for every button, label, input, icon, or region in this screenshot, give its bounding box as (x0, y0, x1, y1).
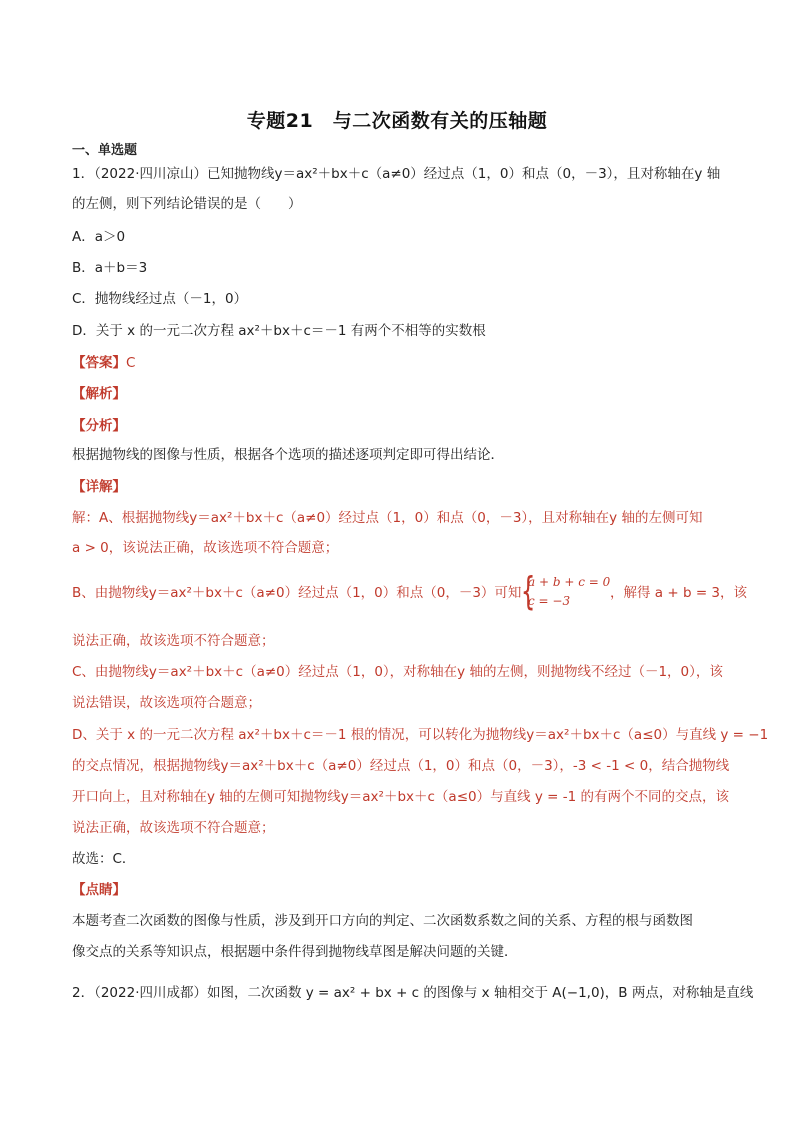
q2-stem-line1: 2．（2022·四川成都）如图，二次函数 y = ax² + bx + c 的图像与 x 轴相交于 A(−1,0)，B 两点，对称轴是直线 (72, 985, 754, 1001)
detail-c-line2: 说法错误，故该选项符合题意； (72, 695, 261, 711)
final-choice: 故选：C． (72, 851, 136, 867)
detail-a-line2: a > 0，该说法正确，故该选项不符合题意； (72, 540, 339, 556)
q1-option-b: B．a＋b＝3 (72, 260, 148, 276)
answer-row (72, 353, 732, 373)
analysis-label: 【解析】 (72, 386, 126, 402)
q1-stem-line1: 1．（2022·四川凉山）已知抛物线y＝ax²＋bx＋c（a≠0）经过点（1，0）和点（0，－3），且对称轴在y 轴 (72, 166, 721, 182)
comment-line2: 像交点的关系等知识点，根据题中条件得到抛物线草图是解决问题的关键． (72, 944, 518, 960)
detail-b-line1: B、由抛物线y＝ax²＋bx＋c（a≠0）经过点（1，0）和点（0，－3）可知 (72, 585, 522, 601)
comment-label: 【点睛】 (72, 882, 126, 898)
q1-option-d: D．关于 x 的一元二次方程 ax²＋bx＋c＝－1 有两个不相等的实数根 (72, 323, 486, 339)
detail-d-line4: 说法正确，故该选项不符合题意； (72, 820, 275, 836)
q1-option-c: C．抛物线经过点（－1，0） (72, 291, 248, 307)
page-title: 专题21 与二次函数有关的压轴题 (246, 110, 548, 132)
fenxi-text: 根据抛物线的图像与性质，根据各个选项的描述逐项判定即可得出结论． (72, 447, 504, 463)
detail-d-line2: 的交点情况，根据抛物线y＝ax²＋bx＋c（a≠0）经过点（1，0）和点（0，－3），-3 < -1 < 0，结合抛物线 (72, 758, 730, 774)
detail-d-line1: D、关于 x 的一元二次方程 ax²＋bx＋c＝－1 根的情况，可以转化为抛物线y＝ax²＋bx＋c（a≤0）与直线 y = −1 (72, 727, 769, 743)
detail-b-after: ，解得 a + b = 3，该 (610, 585, 748, 601)
comment-line1: 本题考查二次函数的图像与性质，涉及到开口方向的判定、二次函数系数之间的关系、方程的根与函数图 (72, 913, 693, 929)
equation-1: a + b + c = 0 (528, 575, 611, 589)
detail-a-line1: 解：A、根据抛物线y＝ax²＋bx＋c（a≠0）经过点（1，0）和点（0，－3），且对称轴在y 轴的左侧可知 (72, 510, 703, 526)
equation-system (516, 569, 611, 613)
answer-label: 【答案】 (72, 355, 126, 371)
detail-label: 【详解】 (72, 479, 126, 495)
answer-value: C (126, 355, 136, 371)
q1-stem-line2: 的左侧，则下列结论错误的是（ ） (72, 196, 302, 212)
fenxi-label: 【分析】 (72, 418, 126, 434)
q1-option-a: A．a＞0 (72, 229, 126, 245)
detail-c-line1: C、由抛物线y＝ax²＋bx＋c（a≠0）经过点（1，0），对称轴在y 轴的左侧，则抛物线不经过（－1，0），该 (72, 664, 723, 680)
section-heading: 一、单选题 (72, 143, 138, 158)
detail-d-line3: 开口向上，且对称轴在y 轴的左侧可知抛物线y＝ax²＋bx＋c（a≤0）与直线 y = -1 的有两个不同的交点，该 (72, 789, 730, 805)
equation-2: c = −3 (528, 594, 571, 608)
detail-b-line2: 说法正确，故该选项不符合题意； (72, 633, 275, 649)
left-brace: { (520, 569, 536, 613)
